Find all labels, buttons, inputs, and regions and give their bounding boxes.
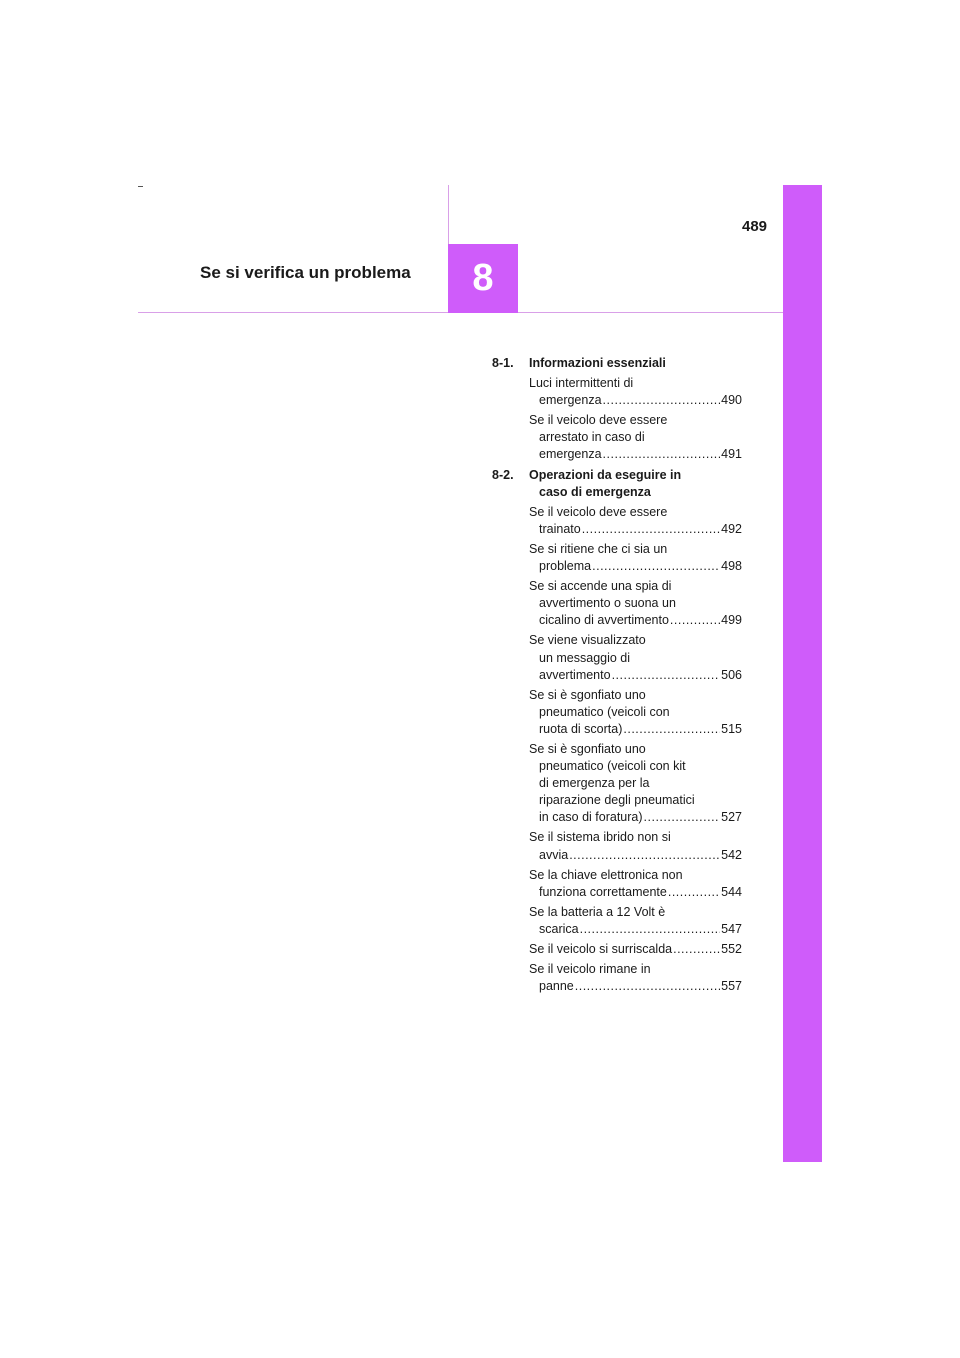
toc-entry-line: Se si ritiene che ci sia un [529,541,668,556]
toc-entry[interactable] [529,867,742,901]
toc-leader-dots [580,921,721,938]
toc-entry-line: Se la chiave elettronica non [529,867,683,882]
toc-section-title-line: Informazioni essenziali [529,356,666,370]
toc-leader-dots [569,847,720,864]
toc-section-heading [492,355,742,372]
toc-entry-line: ruota di scorta) [539,721,623,736]
toc-entry-line: Se la batteria a 12 Volt è [529,904,666,919]
toc-section-title-line: Operazioni da eseguire in [529,467,682,482]
toc-entry-line: di emergenza per la [539,776,650,791]
toc-entry-line: Se si è sgonfiato uno [529,741,646,756]
toc-section-number: 8-1. [492,356,514,370]
toc-leader-dots [673,941,720,958]
toc-entry[interactable] [529,687,742,738]
toc-entry-line: Se viene visualizzato [529,633,646,648]
toc-leader-dots [668,884,720,901]
chapter-side-tab [783,185,822,1162]
toc-entry[interactable] [529,829,742,863]
toc-entry-page: 506 [721,667,742,682]
page-number: 489 [742,218,768,235]
toc-entry-line: Se il veicolo deve essere [529,504,668,519]
toc-entry[interactable] [529,578,742,629]
toc-leader-dots [575,978,720,995]
toc-section-title [529,467,742,501]
toc-entry-page: 492 [721,521,742,536]
toc-leader-dots [582,521,720,538]
toc-section [492,355,742,464]
toc-entry[interactable] [529,541,742,575]
toc-entry-page: 498 [721,559,742,574]
toc-section-title [529,355,742,372]
toc-section-number: 8-2. [492,467,514,482]
toc-entry[interactable] [529,632,742,683]
toc-entry-line: un messaggio di [539,650,631,665]
toc-entry-line: Se si accende una spia di [529,579,672,594]
toc-entry-line: Luci intermittenti di [529,376,634,391]
toc-entry-line: trainato [539,521,581,536]
toc-entry[interactable] [529,904,742,938]
chapter-title: Se si verifica un problema [200,263,411,282]
toc-entry[interactable] [529,961,742,995]
toc-entry[interactable] [529,375,742,409]
toc-entry-line: emergenza [539,393,602,408]
toc-leader-dots [603,446,721,463]
toc-entry[interactable] [529,741,742,826]
toc-entry[interactable] [529,504,742,538]
toc-entry-page: 544 [721,884,742,899]
toc-entry-page: 527 [721,810,742,825]
toc-leader-dots [644,809,721,826]
toc-entry-line: emergenza [539,447,602,462]
toc-section-title-line: caso di emergenza [539,484,651,499]
toc-entry-line: Se il veicolo rimane in [529,962,651,977]
toc-entry-line: Se il sistema ibrido non si [529,830,671,845]
toc-entry-line: in caso di foratura) [539,810,643,825]
toc-entry-line: pneumatico (veicoli con [539,704,670,719]
toc-entry-line: pneumatico (veicoli con kit [539,759,686,774]
chapter-number: 8 [472,257,494,299]
toc-entry-line: arrestato in caso di [539,430,645,445]
toc-leader-dots [612,667,721,684]
toc-entry-line: Se si è sgonfiato uno [529,687,646,702]
toc-leader-dots [623,721,720,738]
toc-section [492,467,742,996]
toc-entry-line: avvertimento o suona un [539,596,676,611]
toc-entry-line: riparazione degli pneumatici [539,793,695,808]
toc-entry-line: Se il veicolo deve essere [529,413,668,428]
table-of-contents [492,355,742,998]
toc-entry-line: cicalino di avvertimento [539,613,669,628]
header-corner-mark [138,186,143,187]
toc-entry-page: 552 [721,942,742,956]
toc-entry-page: 515 [721,721,742,736]
toc-section-heading [492,467,742,501]
toc-entry-page: 547 [721,921,742,936]
toc-leader-dots [670,612,720,629]
toc-entry-line: panne [539,979,574,994]
toc-entry-line: scarica [539,921,579,936]
toc-entry[interactable] [529,412,742,463]
toc-entry-line: avvia [539,847,569,862]
toc-leader-dots [603,392,721,409]
chapter-number-box [448,244,518,313]
toc-entry-line: Se il veicolo si surriscalda [529,942,673,956]
toc-entry-line: avvertimento [539,667,611,682]
toc-entry-page: 499 [721,613,742,628]
toc-entry-page: 491 [721,447,742,462]
toc-entry-line: problema [539,559,592,574]
toc-entry[interactable] [529,941,742,958]
toc-leader-dots [592,558,720,575]
toc-entry-page: 557 [721,979,742,994]
toc-entry-page: 542 [721,847,742,862]
header-vertical-rule [448,185,449,245]
toc-entry-line: funziona correttamente [539,884,667,899]
toc-entry-page: 490 [721,393,742,408]
